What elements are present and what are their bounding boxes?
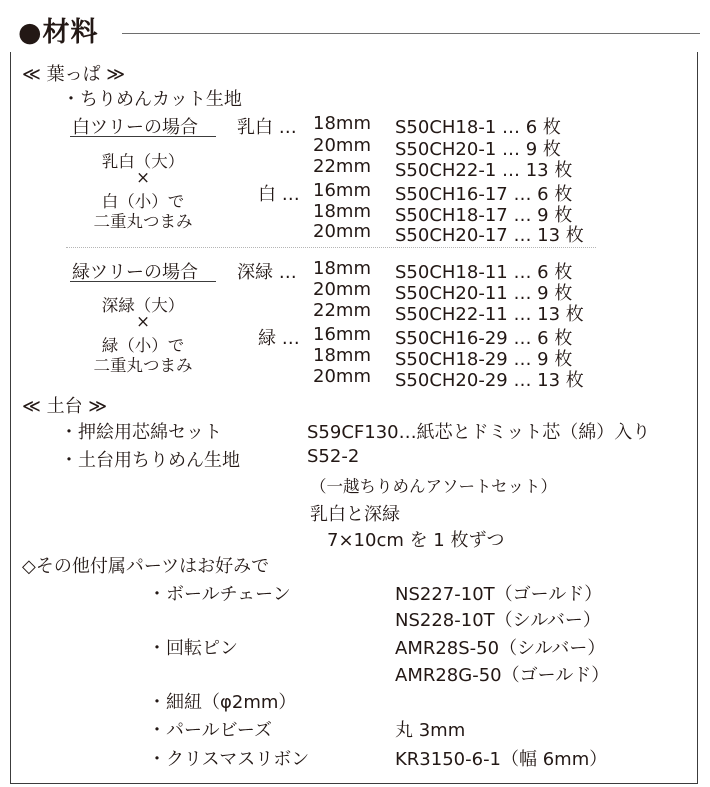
part-value: AMR28S-50（シルバー） [395, 638, 606, 659]
size-cell: 18mm [313, 345, 371, 366]
code-cell: S50CH18-11 … 6 枚 [395, 262, 573, 283]
part-value: NS227-10T（ゴールド） [395, 584, 603, 605]
white-tree-desc: 乳白（大） [101, 152, 185, 171]
code-cell: S50CH18-17 … 9 枚 [395, 205, 573, 226]
green-tree-desc: 二重丸つまみ [93, 356, 193, 375]
part-label: ・細紐（φ2mm） [148, 692, 297, 713]
green-tree-label: 緑ツリーの場合 [72, 262, 198, 283]
size-cell: 20mm [313, 366, 371, 387]
base-item-label: ・土台用ちりめん生地 [60, 450, 240, 471]
white-tree-underline [70, 136, 216, 137]
size-cell: 22mm [313, 300, 371, 321]
code-cell: S50CH18-1 … 6 枚 [395, 117, 561, 138]
white-tree-desc: 白（小）で [101, 192, 185, 211]
dotted-divider [66, 247, 596, 248]
code-cell: S50CH20-1 … 9 枚 [395, 139, 561, 160]
green-tree-underline [70, 281, 216, 282]
white-tree-desc: × [136, 168, 150, 187]
code-cell: S50CH18-29 … 9 枚 [395, 349, 573, 370]
base-item-value: S59CF130…紙芯とドミット芯（綿）入り [307, 422, 651, 443]
size-cell: 18mm [313, 201, 371, 222]
leaf-section-heading: ≪ 葉っぱ ≫ [22, 64, 126, 85]
part-label: ・回転ピン [148, 638, 238, 659]
white-tree-label: 白ツリーの場合 [72, 117, 198, 138]
green-tree-desc: × [136, 312, 150, 331]
part-label: ・クリスマスリボン [148, 749, 310, 770]
size-cell: 20mm [313, 279, 371, 300]
code-cell: S50CH16-17 … 6 枚 [395, 184, 573, 205]
page-title: ●材料 [18, 17, 99, 48]
size-cell: 18mm [313, 113, 371, 134]
code-cell: S50CH20-11 … 9 枚 [395, 283, 573, 304]
part-value: AMR28G-50（ゴールド） [395, 665, 610, 686]
code-cell: S50CH22-11 … 13 枚 [395, 304, 584, 325]
color-label: 乳白 … [237, 117, 297, 138]
green-tree-desc: 深緑（大） [101, 296, 185, 315]
size-cell: 18mm [313, 258, 371, 279]
size-cell: 16mm [313, 324, 371, 345]
code-cell: S50CH20-17 … 13 枚 [395, 225, 584, 246]
color-label: 深緑 … [237, 262, 297, 283]
part-value: 丸 3mm [395, 720, 466, 741]
color-label: 白 … [258, 184, 300, 205]
code-cell: S50CH22-1 … 13 枚 [395, 160, 573, 181]
white-tree-desc: 二重丸つまみ [93, 212, 193, 231]
code-cell: S50CH20-29 … 13 枚 [395, 370, 584, 391]
parts-section-heading: ◇その他付属パーツはお好みで [22, 556, 270, 577]
title-rule [122, 33, 700, 34]
base-item-value: S52-2 [307, 446, 360, 467]
base-section-heading: ≪ 土台 ≫ [22, 396, 108, 417]
part-label: ・ボールチェーン [148, 584, 291, 605]
base-item-label: ・押絵用芯綿セット [60, 422, 222, 443]
size-cell: 16mm [313, 180, 371, 201]
base-item-note: （一越ちりめんアソートセット） [310, 477, 558, 496]
green-tree-desc: 緑（小）で [101, 336, 185, 355]
code-cell: S50CH16-29 … 6 枚 [395, 328, 573, 349]
part-value: KR3150-6-1（幅 6mm） [395, 749, 608, 770]
base-item-note: 7×10cm を 1 枚ずつ [327, 530, 505, 551]
part-value: NS228-10T（シルバー） [395, 610, 601, 631]
fabric-item: ・ちりめんカット生地 [62, 89, 242, 110]
size-cell: 20mm [313, 135, 371, 156]
size-cell: 20mm [313, 221, 371, 242]
base-item-note: 乳白と深緑 [310, 504, 400, 525]
part-label: ・パールビーズ [148, 720, 273, 741]
size-cell: 22mm [313, 156, 371, 177]
color-label: 緑 … [258, 328, 300, 349]
